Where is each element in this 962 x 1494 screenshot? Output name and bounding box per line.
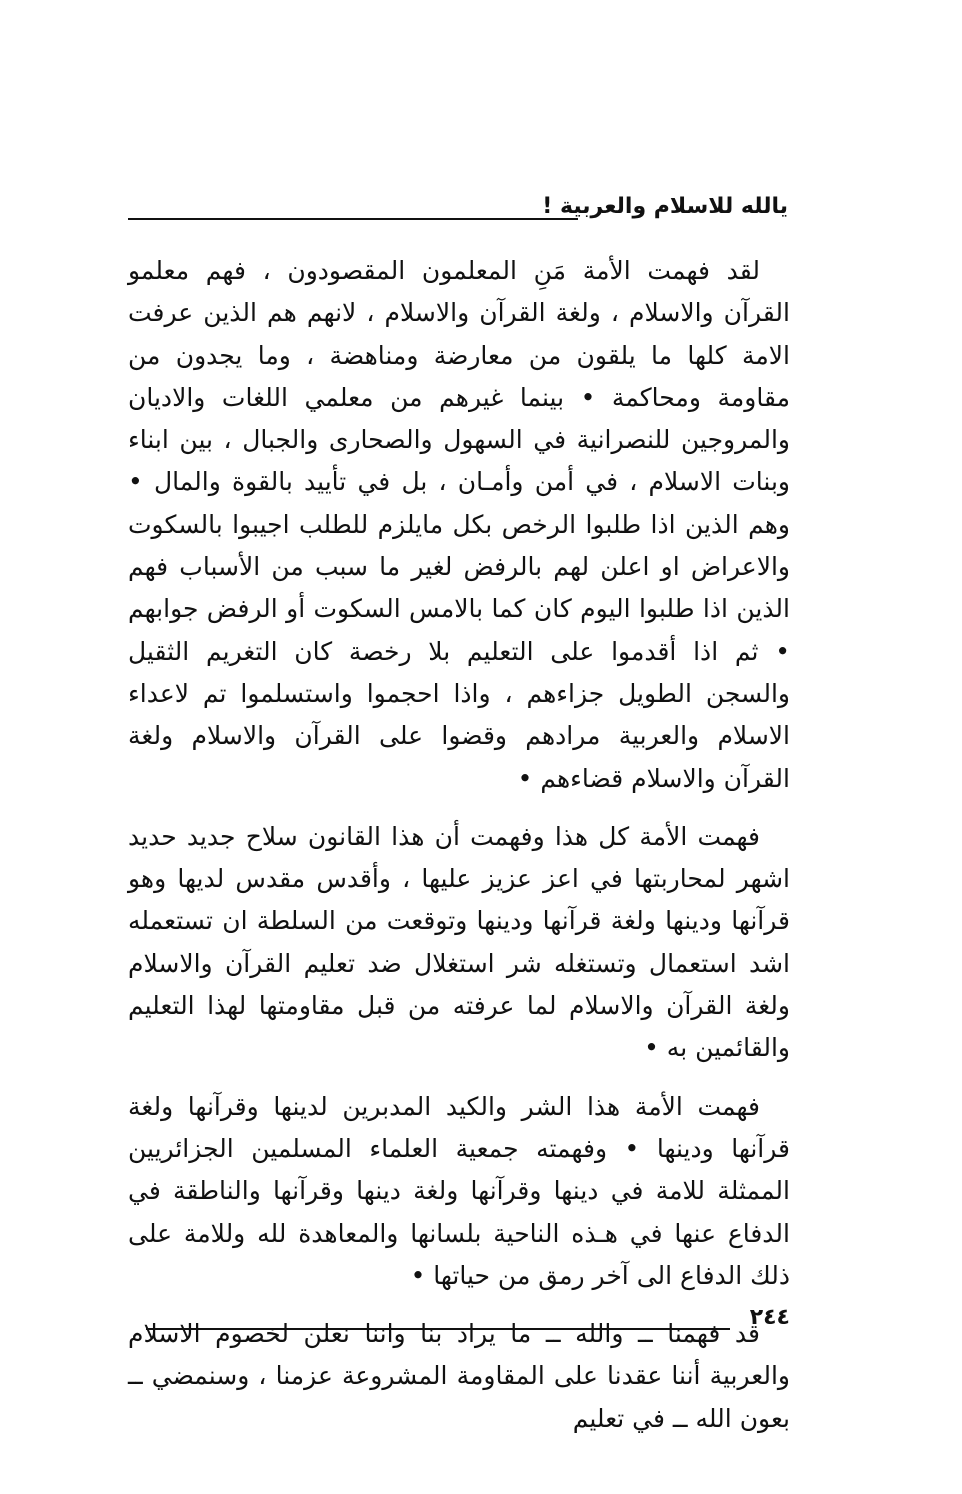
- paragraph-3: فهمت الأمة هذا الشر والكيد المدبرين لدينها وقرآنها ولغة قرآنها ودينها • وفهمته جمعية العلماء المسلمين الجزائريين الممثلة للامة في دينها وقرآنها ولغة دينها وقرآنها والناطقة في الدفاع عنها في هـذه الناحية بلسانها والمعاهدة لله وللامة على ذلك الدفاع الى آخر رمق من حياتها •: [128, 1091, 790, 1290]
- header-rule: [128, 218, 578, 220]
- paragraph-4: قد فهمنا ــ والله ــ ما يراد بنا واننا نعلن لخصوم الاسلام والعربية أننا عقدنا على المقاومة المشروعة عزمنا ، وسنمضي ــ بعون الله ــ في تعليم: [128, 1319, 790, 1433]
- chapter-title: يالله للاسلام والعربية !: [542, 194, 788, 219]
- paragraph-1: لقد فهمت الأمة مَنِ المعلمون المقصودون ، فهم معلمو القرآن والاسلام ، ولغة القرآن والاسلام ، لانهم هم الذين عرفت الامة كلها ما يلقون من معارضة ومناهضة ، وما يجدون من مقاومة ومحاكمة • بينما غيرهم من معلمي اللغات والاديان والمروجين للنصرانية في السهول والصحارى والجبال ، بين ابناء وبنات الاسلام ، في أمن وأمـان ، بل في تأييد بالقوة والمال • وهم الذين اذا طلبوا الرخص بكل مايلزم للطلب اجيبوا بالسكوت والاعراض او اعلن لهم بالرفض لغير ما سبب من الأسباب فهم الذين اذا طلبوا اليوم كان كما بالامس السكوت أو الرفض جوابهم • ثم اذا أقدموا على التعليم بلا رخصة كان التغريم الثقيل والسجن الطويل جزاءهم ، واذا احجموا واستسلموا تم لاعداء الاسلام والعربية مرادهم وقضوا على القرآن والاسلام ولغة القرآن والاسلام قضاءهم •: [128, 256, 790, 793]
- page-footer: [146, 1302, 790, 1338]
- page-number: ٢٤٤: [749, 1305, 790, 1330]
- running-header: [128, 190, 788, 230]
- body-text: [128, 250, 790, 1440]
- paragraph-2: فهمت الأمة كل هذا وفهمت أن هذا القانون سلاح جديد حديد اشهر لمحاربتها في اعز عزيز عليها ، وأقدس مقدس لديها وهو قرآنها ودينها ولغة قرآنها ودينها وتوقعت من السلطة ان تستعمله اشد استعمال وتستغله شر استغلال ضد تعليم القرآن والاسلام ولغة القرآن والاسلام لما عرفته من قبل مقاومتها لهذا التعليم والقائمين به •: [128, 821, 790, 1063]
- footer-rule: [146, 1328, 730, 1330]
